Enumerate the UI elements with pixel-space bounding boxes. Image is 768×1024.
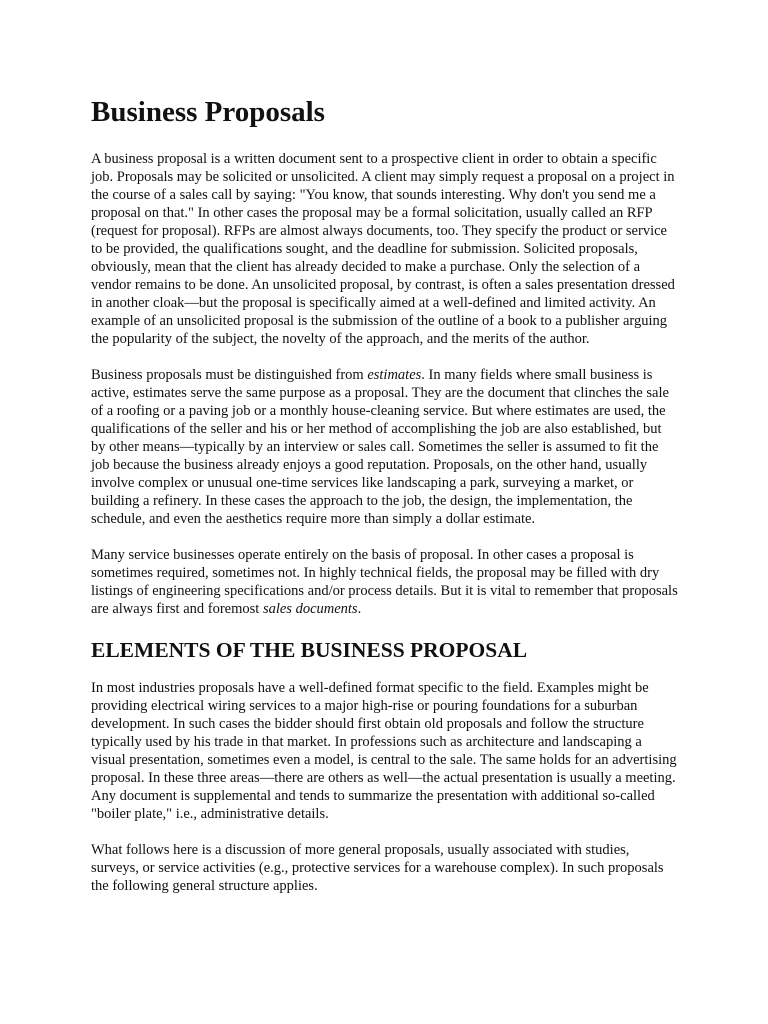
estimates-emphasis: estimates	[367, 367, 422, 383]
industries-paragraph: In most industries proposals have a well-defined format specific to the field. Examples might be providing electrical wiring services to a major high-rise or pouring foundations for a suburban development. In such cases the bidder should first obtain old proposals and follow the structure typically used by his trade in that market. In professions such as architecture and landscaping a visual presentation, sometimes even a model, is central to the sale. The same holds for an advertising proposal. In these three areas—there are others as well—the actual presentation is usually a meeting. Any document is supplemental and tends to summarize the presentation with additional so-called "boiler plate," i.e., administrative details.	[91, 680, 677, 822]
intro-paragraph: A business proposal is a written document sent to a prospective client in order to obtain a specific job. Proposals may be solicited or unsolicited. A client may simply request a proposal on a project in the course of a sales call by saying: "You know, that sounds interesting. Why don't you send me a proposal on that." In other cases the proposal may be a formal solicitation, usually called an RFP (request for proposal). RFPs are almost always documents, too. They specify the product or service to be provided, the qualifications sought, and the deadline for submission. Solicited proposals, obviously, mean that the client has already decided to make a purchase. Only the selection of a vendor remains to be done. An unsolicited proposal, by contrast, is often a sales presentation dressed in another cloak—but the proposal is specifically aimed at a well-defined and limited activity. An example of an unsolicited proposal is the submission of the outline of a book to a publisher arguing the popularity of the subject, the novelty of the approach, and the merits of the author.	[91, 151, 675, 347]
service-paragraph	[91, 546, 678, 618]
general-structure-paragraph: What follows here is a discussion of more general proposals, usually associated with studies, surveys, or service activities (e.g., protective services for a warehouse complex). In such proposals the following general structure applies.	[91, 842, 664, 894]
estimates-paragraph	[91, 366, 678, 528]
estimates-text-before: Business proposals must be distinguished from	[91, 367, 368, 383]
estimates-text-after: . In many fields where small business is active, estimates serve the same purpose as a proposal. They are the document that clinches the sale of a roofing or a paving job or a monthly house-cleaning service. But where estimates are used, the qualifications of the seller and his or her method of accomplishing the job are also established, but by other means—typically by an interview or sales call. Sometimes the seller is assumed to fit the job because the business already enjoys a good reputation. Proposals, on the other hand, usually involve complex or unusual one-time services like landscaping a park, surveying a market, or building a refinery. In these cases the approach to the job, the design, the implementation, the schedule, and even the aesthetics require more than simply a dollar estimate.	[91, 367, 669, 527]
section-heading: ELEMENTS OF THE BUSINESS PROPOSAL	[91, 638, 528, 662]
service-text-after: .	[357, 601, 362, 617]
sales-documents-emphasis: sales documents	[262, 601, 358, 617]
service-text-before: Many service businesses operate entirely on the basis of proposal. In other cases a proposal is sometimes required, sometimes not. In highly technical fields, the proposal may be filled with dry listings of engineering specifications and/or process details. But it is vital to remember that proposals are always first and foremost	[91, 547, 678, 617]
page-title: Business Proposals	[91, 96, 325, 128]
